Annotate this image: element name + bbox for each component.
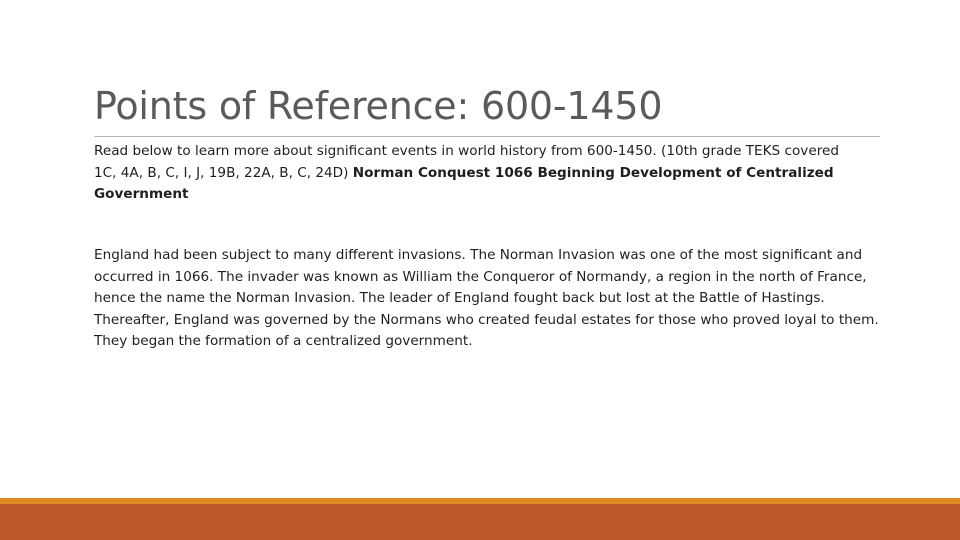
intro-paragraph [94, 141, 854, 206]
intro-text: Read below to learn more about significant events in world history from 600-1450. (10th grade TEKS covered 1C, 4A, B, C, I, J, 19B, 22A, B, C, 24D) [94, 143, 839, 181]
slide-title: Points of Reference: 600-1450 [94, 84, 663, 128]
body-paragraph: England had been subject to many different invasions. The Norman Invasion was one of the most significant and occurred in 1066. The invader was known as William the Conqueror of Normandy, a region in the north of France, hence the name the Norman Invasion. The leader of England fought back but lost at the Battle of Hastings. Thereafter, England was governed by the Normans who created feudal estates for those who proved loyal to them. They began the formation of a centralized government. [94, 247, 879, 349]
footer-bar [0, 504, 960, 540]
intro-bold-heading: Norman Conquest 1066 Beginning Development of Centralized Government [94, 164, 834, 202]
title-divider [94, 136, 880, 137]
